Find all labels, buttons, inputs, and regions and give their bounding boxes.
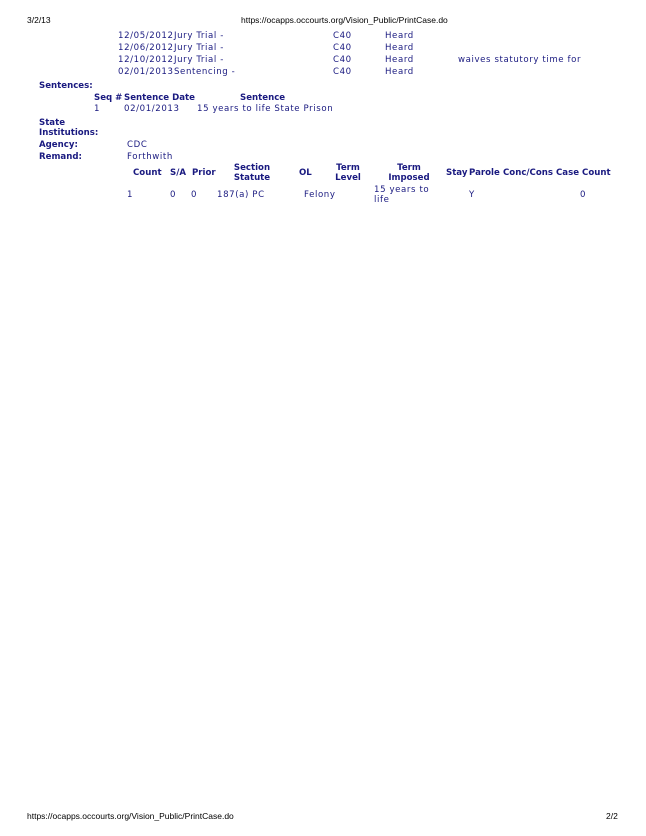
event-dept: C40 (333, 55, 352, 65)
event-dept: C40 (333, 31, 352, 41)
col-stay-header: Stay (446, 168, 468, 178)
remand-value: Forthwith (127, 152, 173, 162)
event-date: 12/06/2012 (118, 43, 174, 53)
col-parole-header: Parole (469, 168, 500, 178)
event-type: Jury Trial - (174, 55, 224, 65)
ol-value: Felony (304, 190, 336, 200)
col-section-header-2: Statute (233, 173, 271, 183)
remand-label: Remand: (39, 152, 82, 162)
col-ol-header: OL (299, 168, 312, 178)
event-status: Heard (385, 55, 414, 65)
section-value: 187(a) PC (217, 190, 265, 200)
state-institutions-label-2: Institutions: (39, 128, 99, 138)
event-type: Jury Trial - (174, 43, 224, 53)
event-type: Jury Trial - (174, 31, 224, 41)
event-status: Heard (385, 43, 414, 53)
sa-value: 0 (170, 190, 177, 200)
sentences-heading: Sentences: (39, 81, 93, 91)
print-date: 3/2/13 (27, 15, 51, 25)
event-dept: C40 (333, 67, 352, 77)
col-prior-header: Prior (192, 168, 216, 178)
col-sentence-date-header: Sentence Date (124, 93, 195, 103)
col-term-imposed-header-2: Imposed (388, 173, 430, 183)
agency-label: Agency: (39, 140, 78, 150)
col-term-level-header-1: Term (336, 163, 360, 173)
count-value: 1 (127, 190, 134, 200)
agency-value: CDC (127, 140, 148, 150)
footer-url: https://ocapps.occourts.org/Vision_Public/PrintCase.do (27, 811, 234, 821)
state-institutions-label-1: State (39, 118, 66, 128)
event-status: Heard (385, 67, 414, 77)
event-dept: C40 (333, 43, 352, 53)
col-term-imposed-header-1: Term (397, 163, 421, 173)
col-count-header: Count (133, 168, 162, 178)
col-sentence-header: Sentence (240, 93, 286, 103)
event-status: Heard (385, 31, 414, 41)
col-conc-cons-header: Conc/Cons (503, 168, 554, 178)
col-seq-header: Seq # (94, 93, 123, 103)
sentence-seq: 1 (94, 104, 101, 114)
col-term-level-header-2: Level (335, 173, 361, 183)
event-date: 02/01/2013 (118, 67, 174, 77)
event-note: waives statutory time for (458, 55, 582, 65)
event-type: Sentencing - (174, 67, 236, 77)
page-number: 2/2 (606, 811, 618, 821)
col-case-count-header: Case Count (556, 168, 611, 178)
event-date: 12/05/2012 (118, 31, 174, 41)
col-section-header-1: Section (233, 163, 271, 173)
parole-value: Y (469, 190, 475, 200)
case-count-value: 0 (580, 190, 587, 200)
sentence-text: 15 years to life State Prison (197, 104, 334, 114)
col-sa-header: S/A (170, 168, 186, 178)
sentence-date: 02/01/2013 (124, 104, 180, 114)
prior-value: 0 (191, 190, 198, 200)
print-url: https://ocapps.occourts.org/Vision_Public/PrintCase.do (241, 15, 448, 25)
term-imposed-value: 15 years to life (374, 185, 430, 205)
event-date: 12/10/2012 (118, 55, 174, 65)
